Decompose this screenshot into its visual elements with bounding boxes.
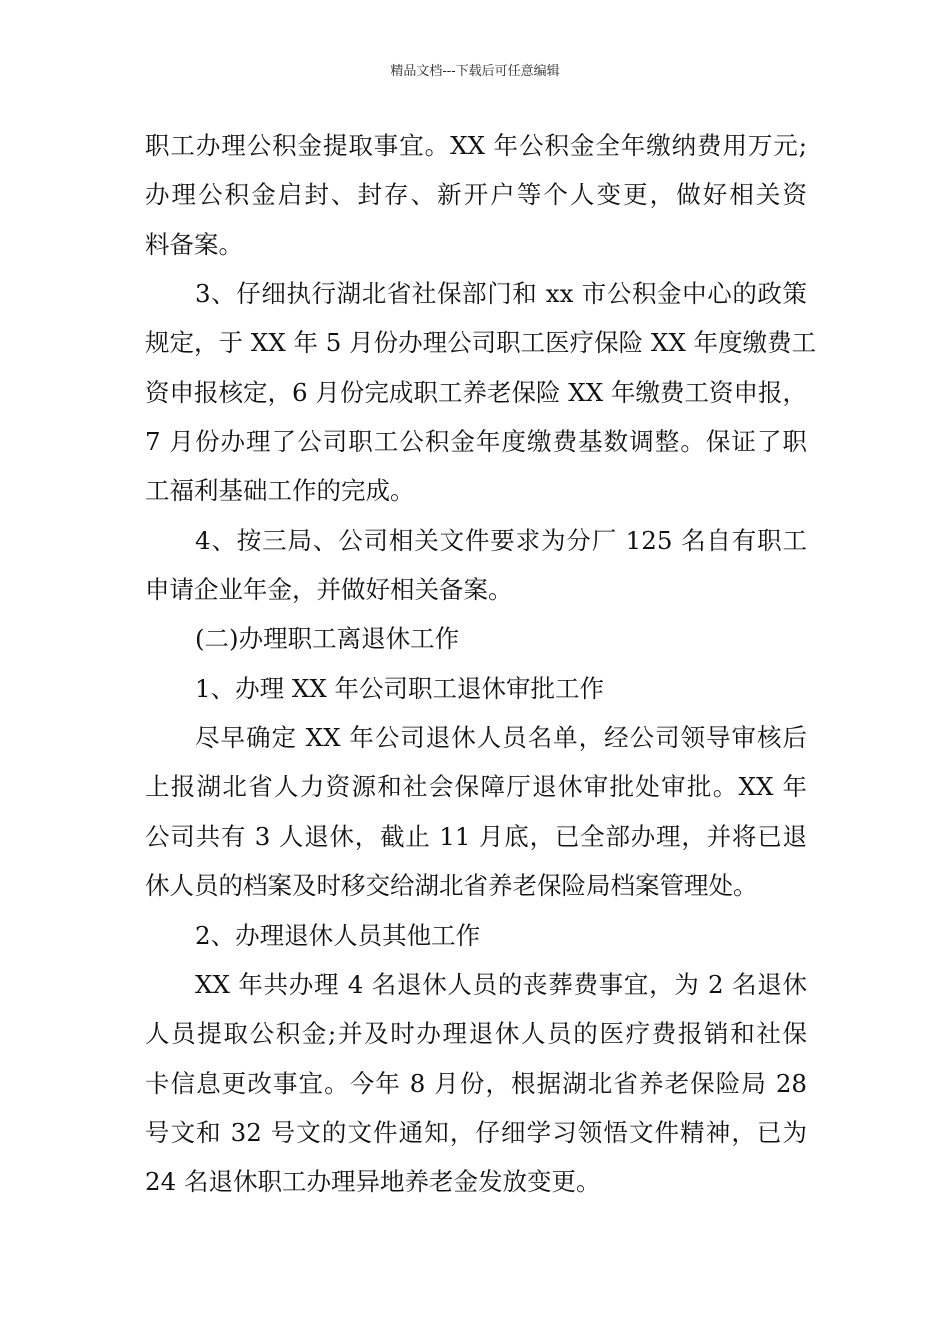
text-line: 人员提取公积金;并及时办理退休人员的医疗费报销和社保	[145, 1019, 807, 1049]
text-line: 尽早确定 XX 年公司退休人员名单，经公司领导审核后	[195, 723, 807, 753]
text-line: 工福利基础工作的完成。	[145, 476, 415, 506]
text-line: 7 月份办理了公司职工公积金年度缴费基数调整。保证了职	[145, 427, 807, 457]
text-line: 休人员的档案及时移交给湖北省养老保险局档案管理处。	[145, 871, 758, 901]
document-body	[145, 121, 817, 1207]
text-line: 公司共有 3 人退休，截止 11 月底，已全部办理，并将已退	[145, 821, 807, 851]
subsection-heading: 1、办理 XX 年公司职工退休审批工作	[195, 673, 605, 703]
text-line: 申请企业年金，并做好相关备案。	[145, 575, 513, 605]
text-line: 规定，于 XX 年 5 月份办理公司职工医疗保险 XX 年度缴费工	[145, 328, 817, 358]
subsection-heading: 2、办理退休人员其他工作	[195, 920, 481, 950]
text-line: 料备案。	[145, 229, 243, 259]
text-line: 办理公积金启封、封存、新开户等个人变更，做好相关资	[145, 180, 807, 210]
text-line: XX 年共办理 4 名退休人员的丧葬费事宜，为 2 名退休	[195, 969, 807, 999]
text-line: 3、仔细执行湖北省社保部门和 xx 市公积金中心的政策	[195, 279, 807, 309]
text-line: 4、按三局、公司相关文件要求为分厂 125 名自有职工	[195, 525, 807, 555]
text-line: 号文和 32 号文的文件通知，仔细学习领悟文件精神，已为	[145, 1117, 807, 1147]
section-heading: (二)办理职工离退休工作	[195, 624, 460, 654]
text-line: 职工办理公积金提取事宜。XX 年公积金全年缴纳费用万元;	[145, 131, 807, 160]
text-line: 卡信息更改事宜。今年 8 月份，根据湖北省养老保险局 28	[145, 1068, 807, 1098]
text-line: 上报湖北省人力资源和社会保障厅退休审批处审批。XX 年	[145, 772, 807, 802]
text-line: 24 名退休职工办理异地养老金发放变更。	[145, 1167, 601, 1197]
page-header: 精品文档---下载后可任意编辑	[390, 64, 560, 79]
text-line: 资申报核定，6 月份完成职工养老保险 XX 年缴费工资申报，	[145, 377, 807, 407]
